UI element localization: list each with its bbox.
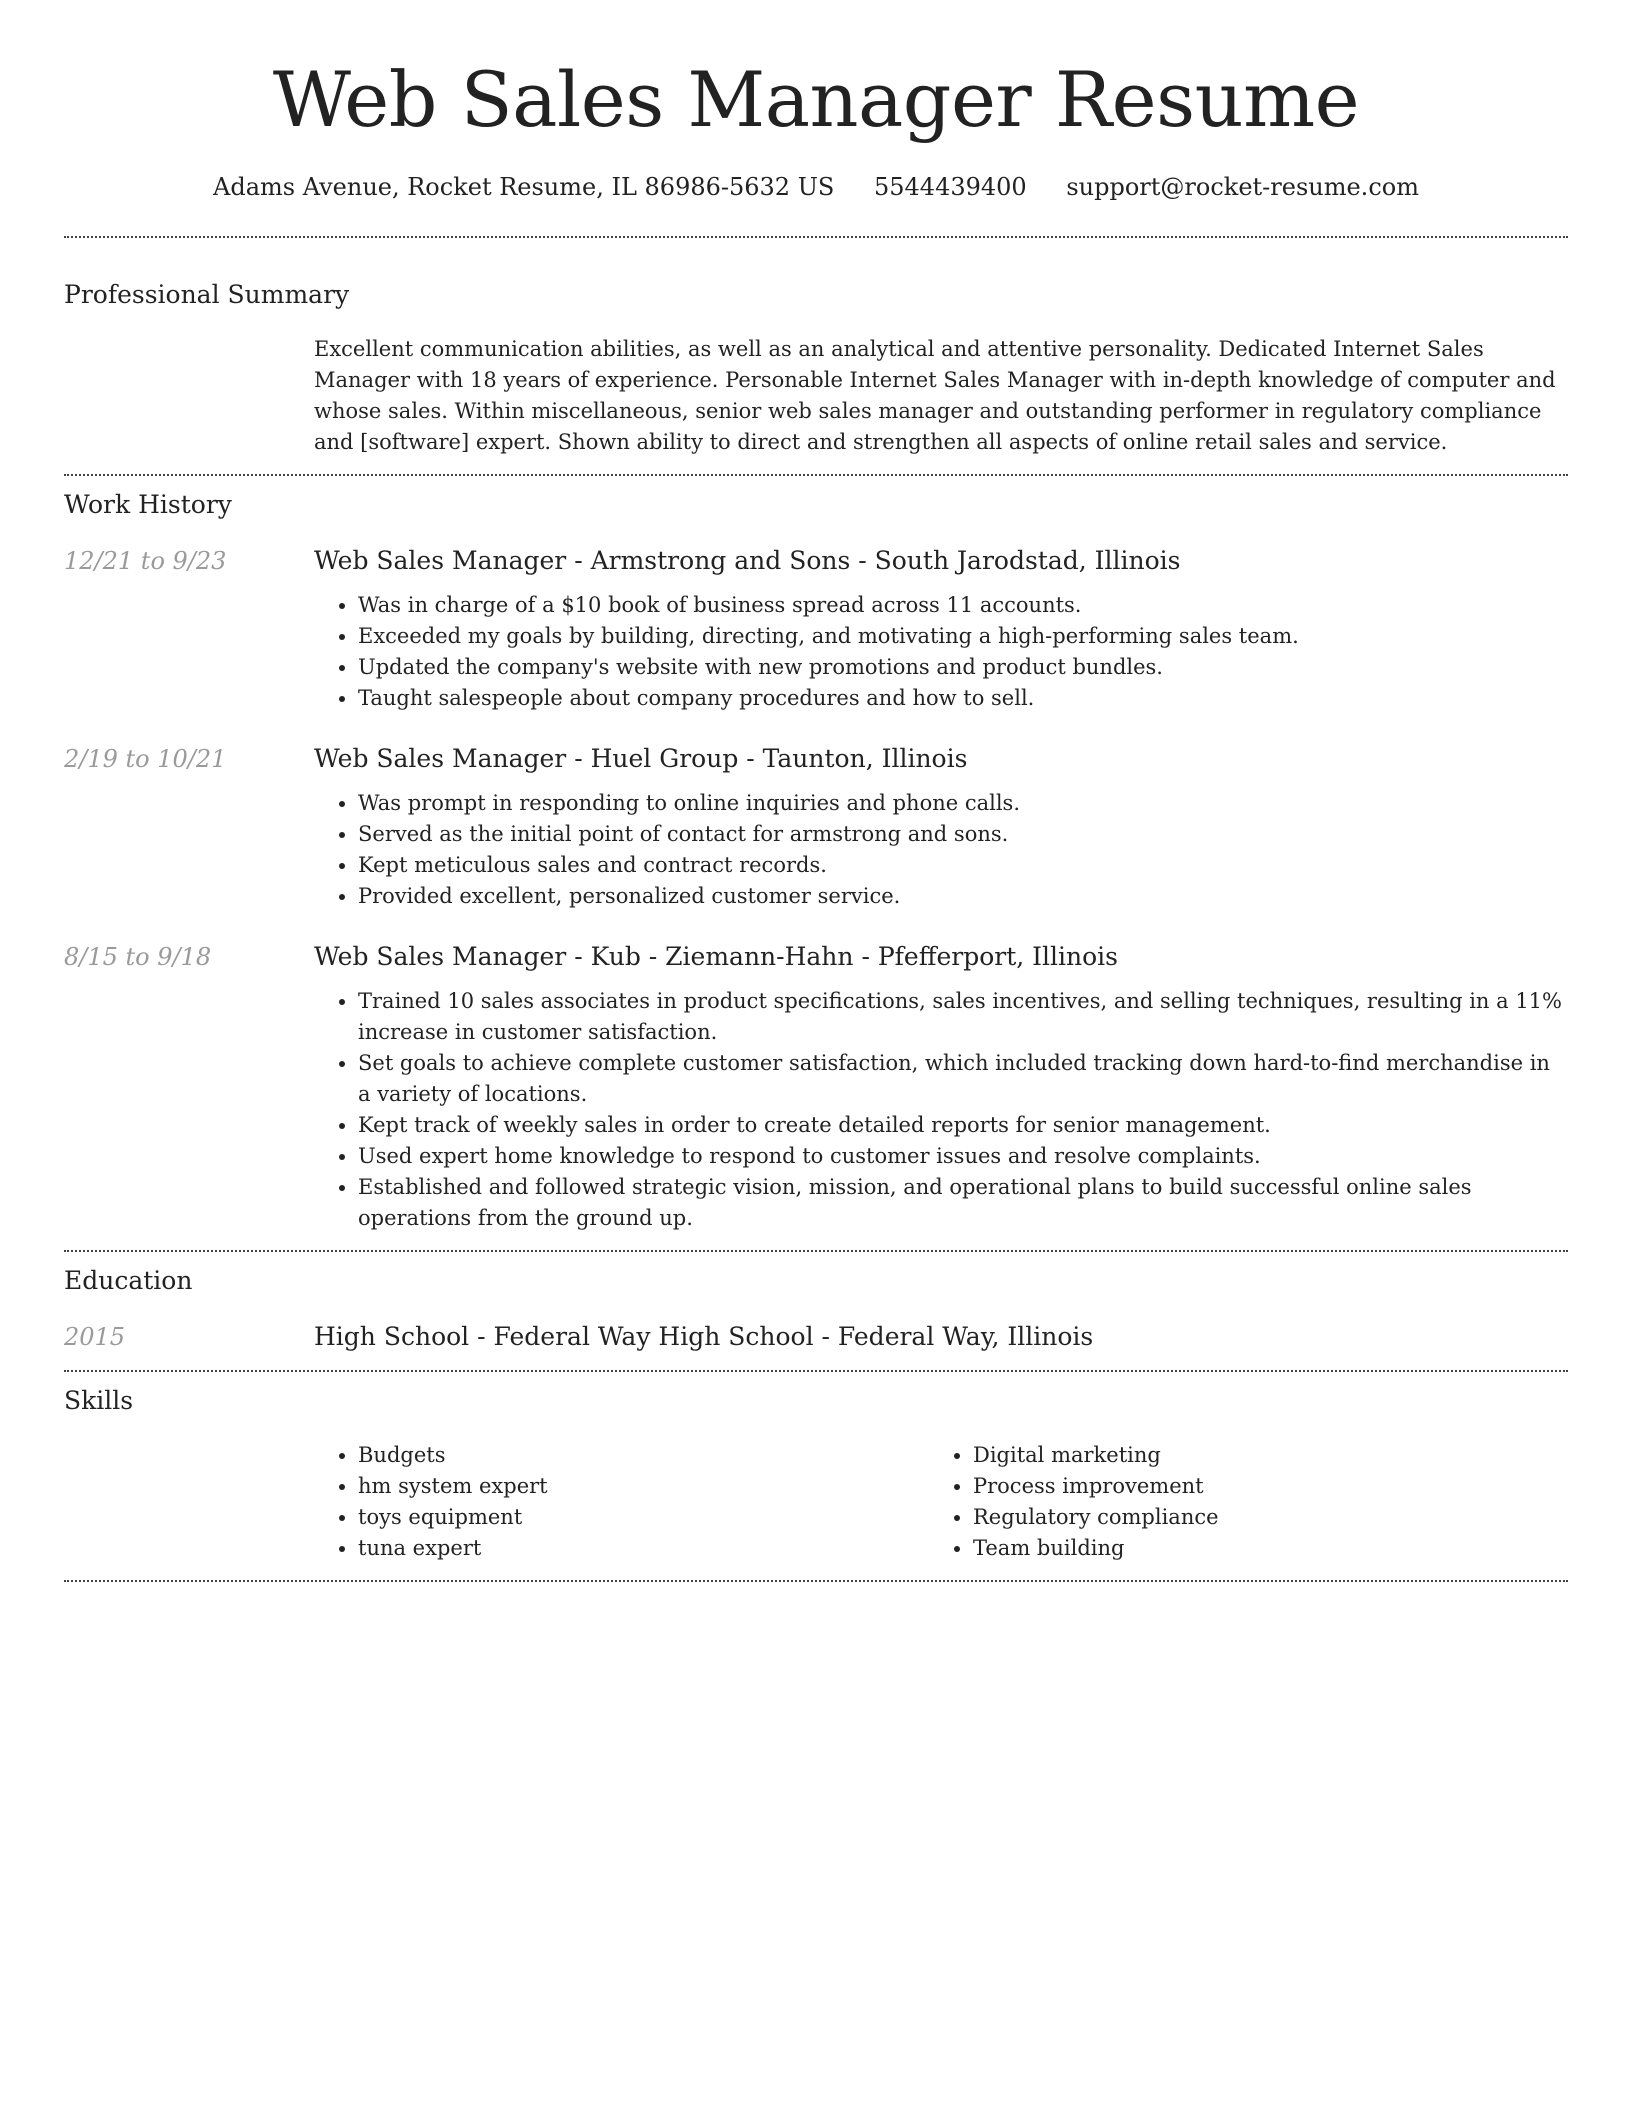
list-item: • Budgets — [358, 1440, 929, 1471]
list-item: • Regulatory compliance — [973, 1502, 1544, 1533]
list-item: • Was prompt in responding to online inquiries and phone calls. — [358, 788, 1568, 819]
list-item: • hm system expert — [358, 1471, 929, 1502]
page-title: Web Sales Manager Resume — [272, 55, 1360, 144]
section-heading-skills: Skills — [64, 1386, 134, 1415]
skills-row — [64, 1440, 1568, 1564]
job-entry — [64, 742, 1568, 912]
list-item: • Taught salespeople about company procedures and how to sell. — [358, 683, 1568, 714]
divider — [64, 1580, 1568, 1582]
list-item: • Established and followed strategic vision, mission, and operational plans to build successful online sales operations from the ground up. — [358, 1172, 1568, 1234]
job-entry — [64, 544, 1568, 714]
list-item: • Process improvement — [973, 1471, 1544, 1502]
divider — [64, 474, 1568, 476]
divider — [64, 1250, 1568, 1252]
list-item: • tuna expert — [358, 1533, 929, 1564]
contact-line — [64, 170, 1568, 204]
contact-phone: 5544439400 — [874, 173, 1027, 201]
job-bullets — [314, 590, 1568, 714]
education-title — [314, 1320, 1568, 1354]
list-item: • Was in charge of a $10 book of business spread across 11 accounts. — [358, 590, 1568, 621]
job-title: Web Sales Manager - Armstrong and Sons - South Jarodstad, Illinois — [314, 546, 1181, 575]
list-item: • toys equipment — [358, 1502, 929, 1533]
contact-email: support@rocket-resume.com — [1066, 173, 1419, 201]
summary-row — [64, 334, 1568, 458]
list-item: • Digital marketing — [973, 1440, 1544, 1471]
education-year: 2015 — [64, 1323, 126, 1351]
list-item: • Provided excellent, personalized customer service. — [358, 881, 1568, 912]
job-bullets — [314, 788, 1568, 912]
list-item: • Set goals to achieve complete customer satisfaction, which included tracking down hard-to-find merchandise in a variety of locations. — [358, 1048, 1568, 1110]
list-item: • Trained 10 sales associates in product specifications, sales incentives, and selling techniques, resulting in a 11% increase in customer satisfaction. — [358, 986, 1568, 1048]
job-title: Web Sales Manager - Huel Group - Taunton, Illinois — [314, 744, 968, 773]
skills-columns — [314, 1440, 1568, 1564]
job-dates: 12/21 to 9/23 — [64, 547, 227, 575]
list-item: • Used expert home knowledge to respond to customer issues and resolve complaints. — [358, 1141, 1568, 1172]
list-item: • Team building — [973, 1533, 1544, 1564]
section-heading-education: Education — [64, 1266, 193, 1295]
resume-page — [64, 0, 1568, 1582]
list-item: • Exceeded my goals by building, directing, and motivating a high-performing sales team. — [358, 621, 1568, 652]
list-item: • Updated the company's website with new promotions and product bundles. — [358, 652, 1568, 683]
contact-address: Adams Avenue, Rocket Resume, IL 86986-5632 US — [213, 173, 835, 201]
job-dates: 8/15 to 9/18 — [64, 943, 212, 971]
education-degree: High School — [314, 1322, 470, 1351]
divider — [64, 236, 1568, 238]
education-entry — [64, 1320, 1568, 1354]
section-heading-summary: Professional Summary — [64, 280, 350, 309]
skills-list-right — [929, 1440, 1544, 1564]
job-dates: 2/19 to 10/21 — [64, 745, 227, 773]
job-bullets — [314, 986, 1568, 1234]
job-entry — [64, 940, 1568, 1234]
section-heading-work: Work History — [64, 490, 232, 519]
education-school: - Federal Way High School - Federal Way, Illinois — [469, 1322, 1094, 1351]
list-item: • Kept meticulous sales and contract records. — [358, 850, 1568, 881]
skills-list-left — [314, 1440, 929, 1564]
divider — [64, 1370, 1568, 1372]
job-title: Web Sales Manager - Kub - Ziemann-Hahn - Pfefferport, Illinois — [314, 942, 1119, 971]
list-item: • Kept track of weekly sales in order to create detailed reports for senior management. — [358, 1110, 1568, 1141]
list-item: • Served as the initial point of contact for armstrong and sons. — [358, 819, 1568, 850]
summary-text: Excellent communication abilities, as well as an analytical and attentive personality. Dedicated Internet Sales Manager with 18 years of experience. Personable Internet Sales Manager with in-depth knowledge of computer and whose sales. Within miscellaneous, senior web sales manager and outstanding performer in regulatory compliance and [software] expert. Shown ability to direct and strengthen all aspects of online retail sales and service. — [314, 337, 1556, 454]
